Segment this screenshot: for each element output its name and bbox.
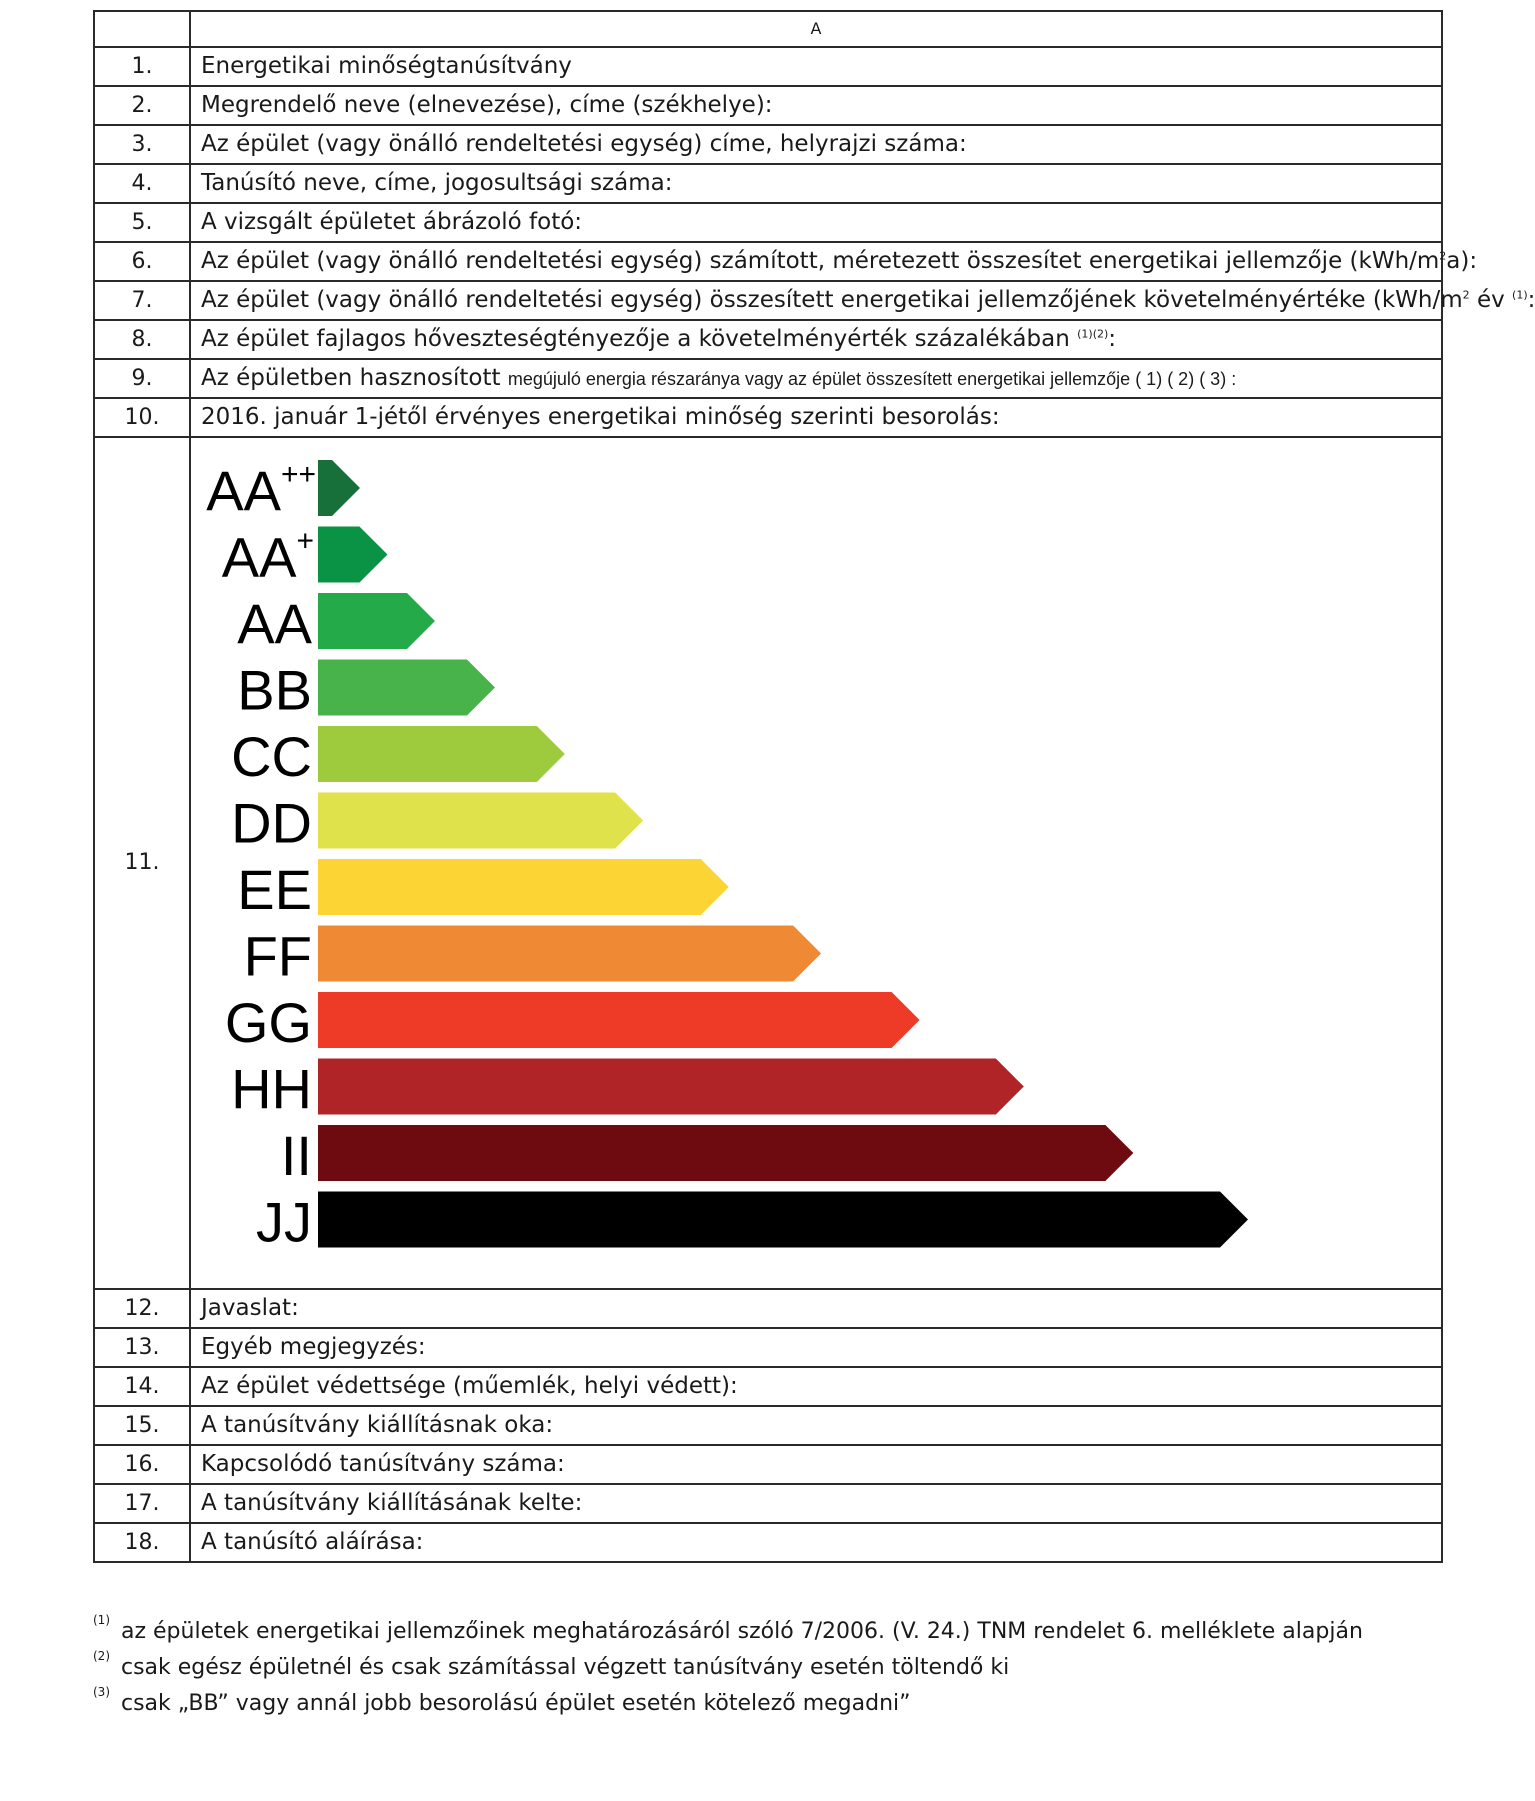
row-text: Tanúsító neve, címe, jogosultsági száma: — [190, 164, 1442, 203]
table-row — [94, 203, 1442, 242]
row-text — [190, 242, 1478, 281]
table-row — [94, 86, 1442, 125]
table-row — [94, 242, 1442, 281]
table-row — [94, 1367, 1442, 1406]
energy-class-label: AA++ — [206, 458, 316, 522]
row-text: Megrendelő neve (elnevezése), címe (székhelye): — [190, 86, 1442, 125]
row-text-tail: a): — [1446, 248, 1478, 274]
energy-class-scale — [191, 438, 1431, 1288]
row-number: 6. — [94, 242, 190, 281]
row-text — [190, 281, 1535, 320]
footnote-mark: (1) — [93, 1613, 110, 1627]
energy-class-label: II — [280, 1124, 312, 1187]
superscript: 2 — [1462, 288, 1470, 302]
footnote-text: az épületek energetikai jellemzőinek meghatározásáról szóló 7/2006. (V. 24.) TNM rendelet 6. melléklete alapján — [121, 1619, 1363, 1644]
energy-class-bar-ii — [318, 1125, 1133, 1181]
row-number: 5. — [94, 203, 190, 242]
footnote-ref: (1) — [1512, 288, 1528, 302]
row-number: 18. — [94, 1523, 190, 1562]
energy-scale-row — [94, 437, 1442, 1289]
table-row — [94, 398, 1442, 437]
table-row — [94, 125, 1442, 164]
footnote — [93, 1615, 1443, 1651]
row-text: Javaslat: — [190, 1289, 1442, 1328]
row-number: 14. — [94, 1367, 190, 1406]
row-text-rest: megújuló energia részaránya vagy az épület összesített energetikai jellemzője ( 1) ( 2) ( 3) : — [507, 369, 1237, 389]
header-num-cell — [94, 11, 190, 47]
row-text: A tanúsítvány kiállításnak oka: — [190, 1406, 1442, 1445]
row-number: 11. — [94, 437, 190, 1289]
table-row — [94, 281, 1442, 320]
row-number: 9. — [94, 359, 190, 398]
table-row — [94, 1523, 1442, 1562]
energy-class-bar-gg — [318, 992, 920, 1048]
row-number: 13. — [94, 1328, 190, 1367]
footnote-mark: (2) — [93, 1649, 110, 1663]
row-text: Az épület (vagy önálló rendeltetési egység) címe, helyrajzi száma: — [190, 125, 1442, 164]
footnote-ref: (1)(2) — [1077, 327, 1109, 341]
energy-class-label: GG — [224, 991, 312, 1054]
table-row — [94, 359, 1442, 398]
footnote-text: csak egész épületnél és csak számítással végzett tanúsítvány esetén töltendő ki — [121, 1655, 1010, 1680]
energy-class-bar-ff — [318, 926, 821, 982]
row-text-main: Az épületben hasznosított — [201, 365, 501, 391]
energy-class-bar-jj — [318, 1192, 1248, 1248]
row-text-main: Az épület fajlagos hőveszteségtényezője a követelményérték százalékában — [201, 326, 1078, 352]
footnote — [93, 1651, 1443, 1687]
energy-class-label: DD — [231, 791, 312, 855]
energy-class-bar-aapp — [318, 460, 360, 516]
table-row — [94, 47, 1442, 86]
energy-class-label: CC — [231, 725, 312, 788]
energy-class-bar-aap — [318, 527, 387, 583]
row-number: 8. — [94, 320, 190, 359]
table-row — [94, 164, 1442, 203]
row-number: 12. — [94, 1289, 190, 1328]
table-row — [94, 1328, 1442, 1367]
energy-scale-cell — [190, 437, 1442, 1289]
row-text: Energetikai minőségtanúsítvány — [190, 47, 1442, 86]
row-text — [190, 320, 1442, 359]
row-text: Kapcsolódó tanúsítvány száma: — [190, 1445, 1442, 1484]
row-number: 1. — [94, 47, 190, 86]
energy-scale-graphic — [191, 438, 1431, 1288]
energy-class-label: AA — [237, 592, 312, 655]
energy-class-bar-cc — [318, 726, 565, 782]
header-row — [94, 11, 1442, 47]
row-text: A tanúsítvány kiállításának kelte: — [190, 1484, 1442, 1523]
row-text-main: Az épület (vagy önálló rendeltetési egység) összesített energetikai jellemzőjének követelményértéke (kWh/m — [201, 287, 1463, 313]
energy-class-bar-bb — [318, 660, 495, 716]
row-text: Az épület védettsége (műemlék, helyi védett): — [190, 1367, 1442, 1406]
energy-class-label: HH — [231, 1057, 312, 1121]
energy-class-bar-hh — [318, 1059, 1024, 1115]
row-text: 2016. január 1-jétől érvényes energetikai minőség szerinti besorolás: — [190, 398, 1442, 437]
row-text-mid: év — [1469, 287, 1513, 313]
row-number: 7. — [94, 281, 190, 320]
table-row — [94, 1289, 1442, 1328]
row-number: 16. — [94, 1445, 190, 1484]
superscript: 2 — [1439, 249, 1447, 263]
table-row — [94, 1406, 1442, 1445]
energy-class-bar-aa — [318, 593, 435, 649]
row-number: 10. — [94, 398, 190, 437]
table-row — [94, 1445, 1442, 1484]
energy-class-label: JJ — [256, 1190, 312, 1254]
row-number: 3. — [94, 125, 190, 164]
row-number: 17. — [94, 1484, 190, 1523]
footnote-mark: (3) — [93, 1685, 110, 1699]
row-number: 2. — [94, 86, 190, 125]
row-text: Egyéb megjegyzés: — [190, 1328, 1442, 1367]
row-text-main: Az épület (vagy önálló rendeltetési egység) számított, méretezett összesítet energetikai jellemzője (kWh/m — [201, 248, 1440, 274]
header-col-label: A — [190, 11, 1442, 47]
footnotes — [93, 1615, 1443, 1723]
energy-class-label: AA+ — [221, 524, 314, 589]
footnote — [93, 1687, 1443, 1723]
certificate-form-table — [93, 10, 1535, 1563]
footnote-text: csak „BB” vagy annál jobb besorolású épület esetén kötelező megadni” — [121, 1691, 911, 1716]
energy-class-bar-dd — [318, 793, 643, 849]
table-row — [94, 1484, 1442, 1523]
row-text: A tanúsító aláírása: — [190, 1523, 1442, 1562]
row-text — [190, 359, 1442, 398]
energy-class-label: BB — [237, 658, 312, 722]
row-number: 15. — [94, 1406, 190, 1445]
row-number: 4. — [94, 164, 190, 203]
row-text-tail: : — [1527, 287, 1535, 313]
energy-class-label: EE — [237, 858, 312, 921]
row-text-tail: : — [1108, 326, 1117, 352]
table-row — [94, 320, 1442, 359]
energy-class-bar-ee — [318, 859, 729, 915]
row-text: A vizsgált épületet ábrázoló fotó: — [190, 203, 1442, 242]
energy-class-label: FF — [243, 924, 312, 988]
